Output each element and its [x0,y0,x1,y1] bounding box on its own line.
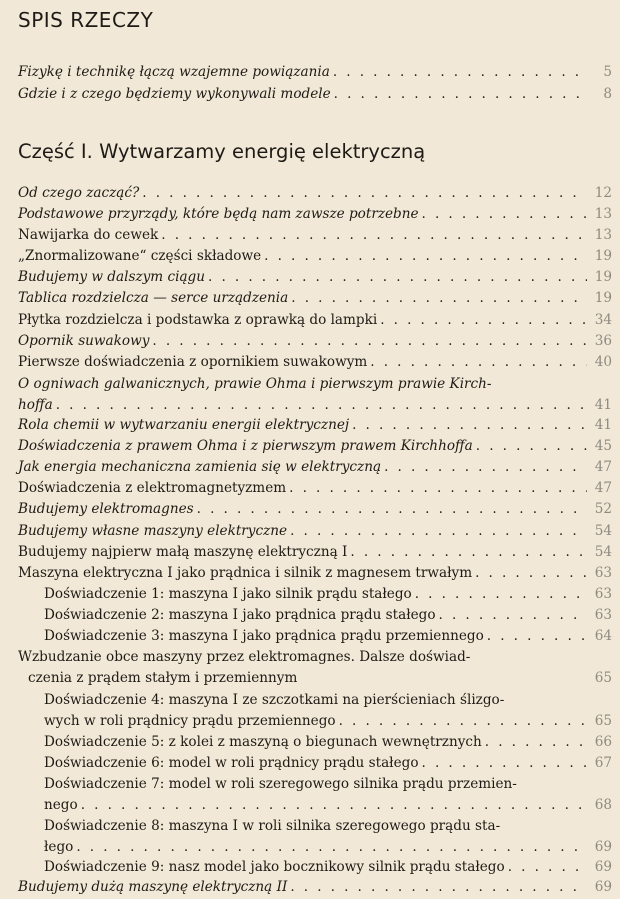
toc-entry [18,563,612,584]
toc-subentry [44,584,612,605]
dot-leader [384,457,587,478]
toc-entry-page: 41 [594,417,612,433]
toc-entry-title: Budujemy własne maszyny elektryczne [18,523,288,539]
dot-leader [152,331,587,352]
toc-entry [18,877,612,898]
toc-entry-page: 41 [594,397,612,413]
toc-entry [18,478,612,499]
toc-entry-page: 40 [594,354,612,370]
dot-leader [290,877,587,898]
toc-entry [18,521,612,542]
toc-entry-page: 36 [594,333,612,349]
toc-entry-title: Nawijarka do cewek [18,227,159,243]
toc-entry-title: „Znormalizowane“ części składowe [18,248,262,264]
toc-entry [18,62,612,83]
toc-entry-page: 65 [594,670,612,686]
dot-leader [380,310,587,331]
dot-leader [290,521,587,542]
dot-leader [370,352,587,373]
dot-leader [81,795,587,816]
dot-leader [352,415,587,436]
toc-entry-page: 65 [594,713,612,729]
toc-entry-title: Doświadczenie 5: z kolei z maszyną o biegunach wewnętrznych [44,734,482,750]
toc-entry-title: Budujemy najpierw małą maszynę elektryczną I [18,544,348,560]
dot-leader [76,837,587,858]
toc-entry [18,457,612,478]
toc-entry-page: 68 [594,797,612,813]
toc-entry-title: Od czego zacząć? [18,185,140,201]
toc-entry [18,352,612,373]
toc-entry-title: Budujemy elektromagnes [18,501,194,517]
toc-entry-title: Tablica rozdzielcza — serce urządzenia [18,290,289,306]
toc-entry-title-cont: hoffa [18,397,53,413]
toc-entry-page: 5 [603,64,612,80]
toc-entry-page: 47 [594,459,612,475]
toc-entry-continued [18,395,612,416]
toc-entry-title: Doświadczenie 6: model w roli prądnicy prądu stałego [44,755,419,771]
toc-entry-title: Podstawowe przyrządy, które będą nam zawsze potrzebne [18,206,419,222]
toc-entry-title: Budujemy w dalszym ciągu [18,269,206,285]
toc-entry-page: 69 [594,859,612,875]
toc-entry-page: 64 [594,628,612,644]
toc-entry-continued [44,795,612,816]
toc-subentry [44,816,612,837]
toc-entry-continued [44,837,612,858]
toc-entry-page: 45 [594,438,612,454]
toc-entry [18,183,612,204]
toc-subentry [44,774,612,795]
toc-entry [18,267,612,288]
toc-entry-page: 67 [594,755,612,771]
page-title: SPIS RZECZY [18,8,154,32]
toc-entry [18,246,612,267]
toc-entry-page: 47 [594,480,612,496]
toc-entry-title: Maszyna elektryczna I jako prądnica i silnik z magnesem trwałym [18,565,473,581]
dot-leader [56,395,587,416]
dot-leader [289,478,587,499]
toc-entry-continued [28,668,612,689]
toc-entry [18,84,612,105]
toc-entry-title: Doświadczenie 7: model w roli szeregowego silnika prądu przemien- [44,776,517,792]
dot-leader [475,563,587,584]
toc-entry-page: 54 [594,544,612,560]
toc-entry-title: Rola chemii w wytwarzaniu energii elektrycznej [18,417,350,433]
toc-entry-title: Płytka rozdzielcza i podstawka z oprawką do lampki [18,312,378,328]
toc-entry-page: 19 [594,269,612,285]
toc-subentry [44,626,612,647]
toc-entry [18,204,612,225]
toc-entry-page: 19 [594,248,612,264]
toc-entry-page: 69 [594,839,612,855]
dot-leader [291,288,587,309]
dot-leader [333,62,587,83]
toc-entry-page: 69 [594,879,612,895]
toc-entry-title: Doświadczenie 4: maszyna I ze szczotkami na pierścieniach ślizgo- [44,692,505,708]
toc-entry-page: 8 [603,86,612,102]
dot-leader [264,246,587,267]
dot-leader [487,626,587,647]
toc-subentry [44,732,612,753]
toc-entry [18,310,612,331]
dot-leader [415,584,587,605]
section-heading: Część I. Wytwarzamy energię elektryczną [18,140,426,163]
toc-subentry [44,857,612,878]
toc-entry [18,374,612,395]
dot-leader [439,605,587,626]
toc-entry-title: Wzbudzanie obce maszyny przez elektromagnes. Dalsze doświad- [18,649,471,665]
toc-entry-title-cont: wych w roli prądnicy prądu przemiennego [44,713,336,729]
toc-entry-continued [44,711,612,732]
dot-leader [422,204,587,225]
dot-leader [350,542,587,563]
dot-leader [476,436,587,457]
toc-entry-title-cont: nego [44,797,78,813]
toc-entry [18,415,612,436]
dot-leader [485,732,587,753]
toc-entry-title-cont: czenia z prądem stałym i przemiennym [28,670,298,686]
dot-leader [334,84,587,105]
toc-subentry [44,605,612,626]
toc-entry-title: Fizykę i technikę łączą wzajemne powiązania [18,64,330,80]
toc-entry-title: Doświadczenie 9: nasz model jako bocznikowy silnik prądu stałego [44,859,505,875]
toc-entry-page: 13 [594,206,612,222]
toc-entry-title: Jak energia mechaniczna zamienia się w elektryczną [18,459,382,475]
toc-entry-title: Doświadczenie 2: maszyna I jako prądnica prądu stałego [44,607,436,623]
toc-entry-title-cont: łego [44,839,74,855]
toc-entry [18,499,612,520]
dot-leader [208,267,587,288]
toc-entry-title: Doświadczenia z elektromagnetyzmem [18,480,287,496]
toc-entry-page: 19 [594,290,612,306]
toc-subentry [44,753,612,774]
toc-entry-title: Opornik suwakowy [18,333,150,349]
toc-entry [18,436,612,457]
toc-entry-page: 66 [594,734,612,750]
dot-leader [161,225,587,246]
toc-entry-title: Doświadczenia z prawem Ohma i z pierwszym prawem Kirchhoffa [18,438,473,454]
toc-entry-title: Doświadczenie 1: maszyna I jako silnik prądu stałego [44,586,412,602]
toc-entry [18,647,612,668]
toc-entry [18,542,612,563]
toc-entry-page: 63 [594,565,612,581]
toc-entry-page: 12 [594,185,612,201]
toc-entry-page: 34 [594,312,612,328]
toc-entry-title: Budujemy dużą maszynę elektryczną II [18,879,288,895]
toc-entry-page: 54 [594,523,612,539]
toc-entry-title: Gdzie i z czego będziemy wykonywali modele [18,86,331,102]
toc-entry-title: Doświadczenie 8: maszyna I w roli silnika szeregowego prądu sta- [44,818,501,834]
toc-entry [18,288,612,309]
toc-entry [18,225,612,246]
toc-entry-page: 52 [594,501,612,517]
toc-entry-page: 63 [594,607,612,623]
toc-entry-page: 13 [594,227,612,243]
dot-leader [339,711,587,732]
toc-entry-title: Doświadczenie 3: maszyna I jako prądnica prądu przemiennego [44,628,484,644]
dot-leader [422,753,587,774]
toc-entry-title: O ogniwach galwanicznych, prawie Ohma i pierwszym prawie Kirch- [18,376,492,392]
dot-leader [197,499,587,520]
toc-entry [18,331,612,352]
toc-entry-title: Pierwsze doświadczenia z opornikiem suwakowym [18,354,368,370]
toc-subentry [44,690,612,711]
dot-leader [142,183,587,204]
toc-entry-page: 63 [594,586,612,602]
dot-leader [508,857,587,878]
